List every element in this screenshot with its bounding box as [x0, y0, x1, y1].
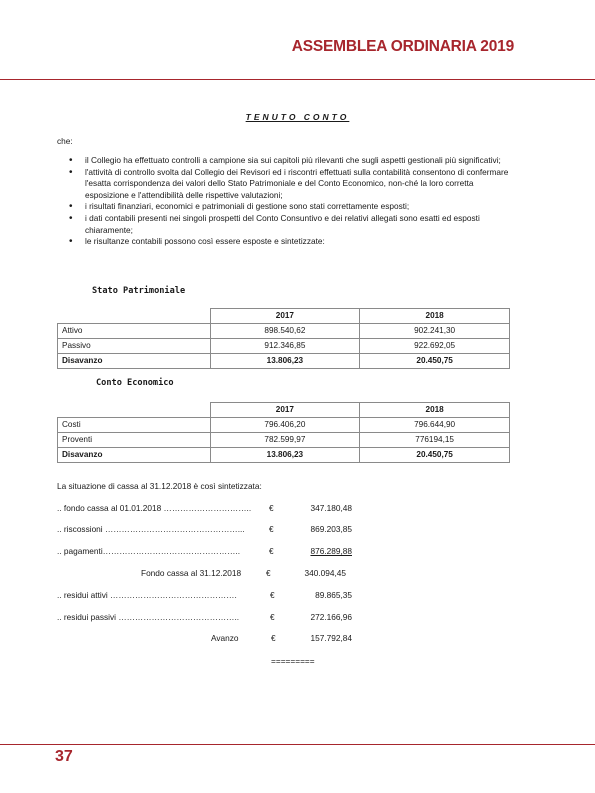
cash-intro: La situazione di cassa al 31.12.2018 è così sintetizzata: [57, 481, 262, 491]
stato-patrimoniale-table [57, 308, 510, 369]
row-label: Disavanzo [58, 354, 211, 369]
conto-economico-table [57, 402, 510, 463]
cell-value: 13.806,23 [210, 448, 360, 463]
euro-sign: € [270, 590, 275, 600]
row-label: Passivo [58, 339, 211, 354]
conto-economico-heading: Conto Economico [96, 378, 174, 388]
euro-sign: € [269, 524, 274, 534]
intro-text: che: [57, 136, 73, 146]
euro-sign: € [269, 503, 274, 513]
footer-divider [0, 744, 595, 745]
column-header: 2017 [210, 309, 360, 324]
table-row-total [58, 448, 510, 463]
cash-amount: 340.094,45 [304, 568, 346, 578]
header-title: ASSEMBLEA ORDINARIA 2019 [291, 38, 514, 55]
row-label: Proventi [58, 433, 211, 448]
list-item: • l'attività di controllo svolta dal Collegio dei Revisori ed i riscontri effettuati sulla contabilità consentono di confermare l'esatta corrispondenza dei valori dello Stato Patrimoniale e del Conto Economico, non-ché la loro corretta esposizione e l'attendibilità delle rispettive valutazioni; [57, 167, 517, 202]
row-label: Costi [58, 418, 211, 433]
cash-label: .. residui attivi ………………………………………. [57, 590, 237, 600]
cell-value: 796.406,20 [210, 418, 360, 433]
cash-amount: 347.180,48 [310, 503, 352, 513]
euro-sign: € [269, 546, 274, 556]
cell-value: 912.346,85 [210, 339, 360, 354]
cash-label: .. residui passivi …………………………………….. [57, 612, 240, 622]
euro-sign: € [271, 633, 276, 643]
euro-sign: € [266, 568, 271, 578]
cash-label: .. riscossioni …………………………………………... [57, 524, 245, 534]
cell-value: 898.540,62 [210, 324, 360, 339]
cell-value: 776194,15 [360, 433, 510, 448]
cell-value: 20.450,75 [360, 354, 510, 369]
column-header: 2018 [360, 403, 510, 418]
row-label: Attivo [58, 324, 211, 339]
stato-patrimoniale-heading: Stato Patrimoniale [92, 286, 186, 296]
cell-value: 902.241,30 [360, 324, 510, 339]
list-item: • i dati contabili presenti nei singoli prospetti del Conto Consuntivo e dei relativi allegati sono esatti ed esposti chiaramente; [57, 213, 517, 236]
cash-label: Avanzo [211, 633, 239, 643]
section-heading: TENUTO CONTO [245, 112, 350, 122]
table-row [58, 324, 510, 339]
cell-value: 20.450,75 [360, 448, 510, 463]
table-row [58, 433, 510, 448]
table-corner [58, 309, 211, 324]
list-item: • le risultanze contabili possono così essere esposte e sintetizzate: [57, 236, 517, 248]
cash-label: Fondo cassa al 31.12.2018 [141, 568, 242, 578]
list-item: • il Collegio ha effettuato controlli a campione sia sui capitoli più rilevanti che sugli aspetti gestionali più significativi; [57, 155, 517, 167]
bullet-list [57, 155, 517, 248]
cash-amount: 869.203,85 [310, 524, 352, 534]
cash-amount: 272.166,96 [310, 612, 352, 622]
page-number: 37 [55, 748, 73, 765]
cash-amount: 157.792,84 [310, 633, 352, 643]
cash-label: .. fondo cassa al 01.01.2018 ………………………….. [57, 503, 252, 513]
list-item: • i risultati finanziari, economici e patrimoniali di gestione sono stati correttamente esposti; [57, 201, 517, 213]
table-header-row [58, 309, 510, 324]
cell-value: 922.692,05 [360, 339, 510, 354]
euro-sign: € [270, 612, 275, 622]
column-header: 2017 [210, 403, 360, 418]
table-header-row [58, 403, 510, 418]
column-header: 2018 [360, 309, 510, 324]
table-row [58, 339, 510, 354]
table-corner [58, 403, 211, 418]
cash-closing-rule: ========= [271, 656, 315, 666]
cash-amount: 876.289,88 [310, 546, 352, 556]
table-row-total [58, 354, 510, 369]
cash-label: .. pagamenti………………………………………….. [57, 546, 241, 556]
header-divider [0, 79, 595, 80]
row-label: Disavanzo [58, 448, 211, 463]
table-row [58, 418, 510, 433]
cell-value: 13.806,23 [210, 354, 360, 369]
cell-value: 782.599,97 [210, 433, 360, 448]
cash-amount: 89.865,35 [315, 590, 352, 600]
cell-value: 796.644,90 [360, 418, 510, 433]
